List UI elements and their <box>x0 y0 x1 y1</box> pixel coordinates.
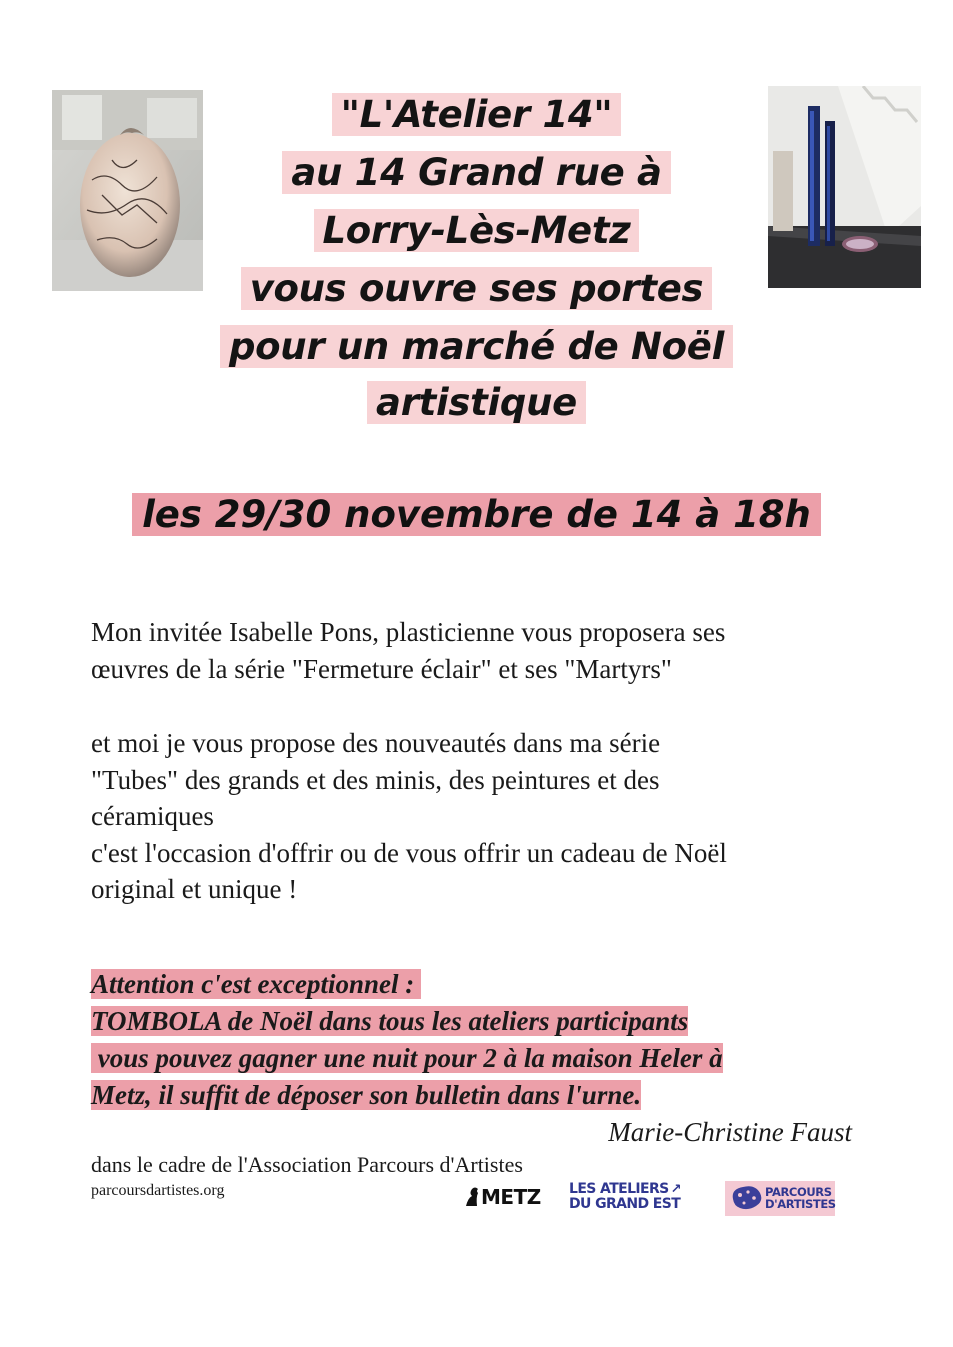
metz-logo <box>464 1183 541 1213</box>
ateliers-grand-est-logo <box>569 1182 691 1211</box>
title-line-6: artistique <box>0 374 953 432</box>
attention-line-2: TOMBOLA de Noël dans tous les ateliers participants <box>91 1006 689 1036</box>
title-line-4: vous ouvre ses portes <box>0 260 953 318</box>
title-line-2: au 14 Grand rue à <box>0 144 953 202</box>
parcours-artistes-logo <box>725 1181 835 1216</box>
title-line-5: pour un marché de Noël <box>0 318 953 376</box>
metz-emblem-icon <box>464 1186 480 1208</box>
parcours-logo-line-1: PARCOURS <box>765 1185 832 1199</box>
palette-blob-icon <box>729 1183 763 1213</box>
attention-line-4: Metz, il suffit de déposer son bulletin dans l'urne. <box>91 1080 642 1110</box>
ateliers-logo-line-1: LES ATELIERS <box>569 1181 669 1197</box>
attention-line-1: Attention c'est exceptionnel : <box>91 969 421 999</box>
title-line-3: Lorry-Lès-Metz <box>0 202 953 260</box>
event-dates: les 29/30 novembre de 14 à 18h <box>0 488 953 542</box>
artist-paragraph: et moi je vous propose des nouveautés dans ma série "Tubes" des grands et des minis, des peintures et des céramiques c'est l'occasion d'offrir ou de vous offrir un cadeau de Noël original et unique ! <box>91 728 727 904</box>
signature: Marie-Christine Faust <box>608 1117 852 1147</box>
parcours-logo-line-2: D'ARTISTES <box>765 1197 836 1211</box>
website-link[interactable]: parcoursdartistes.org <box>91 1182 225 1199</box>
guest-paragraph: Mon invitée Isabelle Pons, plasticienne vous proposera ses œuvres de la série "Fermeture éclair" et ses "Martyrs" <box>91 617 726 684</box>
arrow-up-right-icon: ↗ <box>670 1182 681 1197</box>
association-note: dans le cadre de l'Association Parcours d'Artistes <box>91 1152 523 1177</box>
title-line-1: "L'Atelier 14" <box>0 86 953 144</box>
ateliers-logo-line-2: DU GRAND EST <box>569 1196 681 1212</box>
metz-logo-text: METZ <box>481 1185 541 1209</box>
attention-line-3: vous pouvez gagner une nuit pour 2 à la maison Heler à <box>91 1043 723 1073</box>
